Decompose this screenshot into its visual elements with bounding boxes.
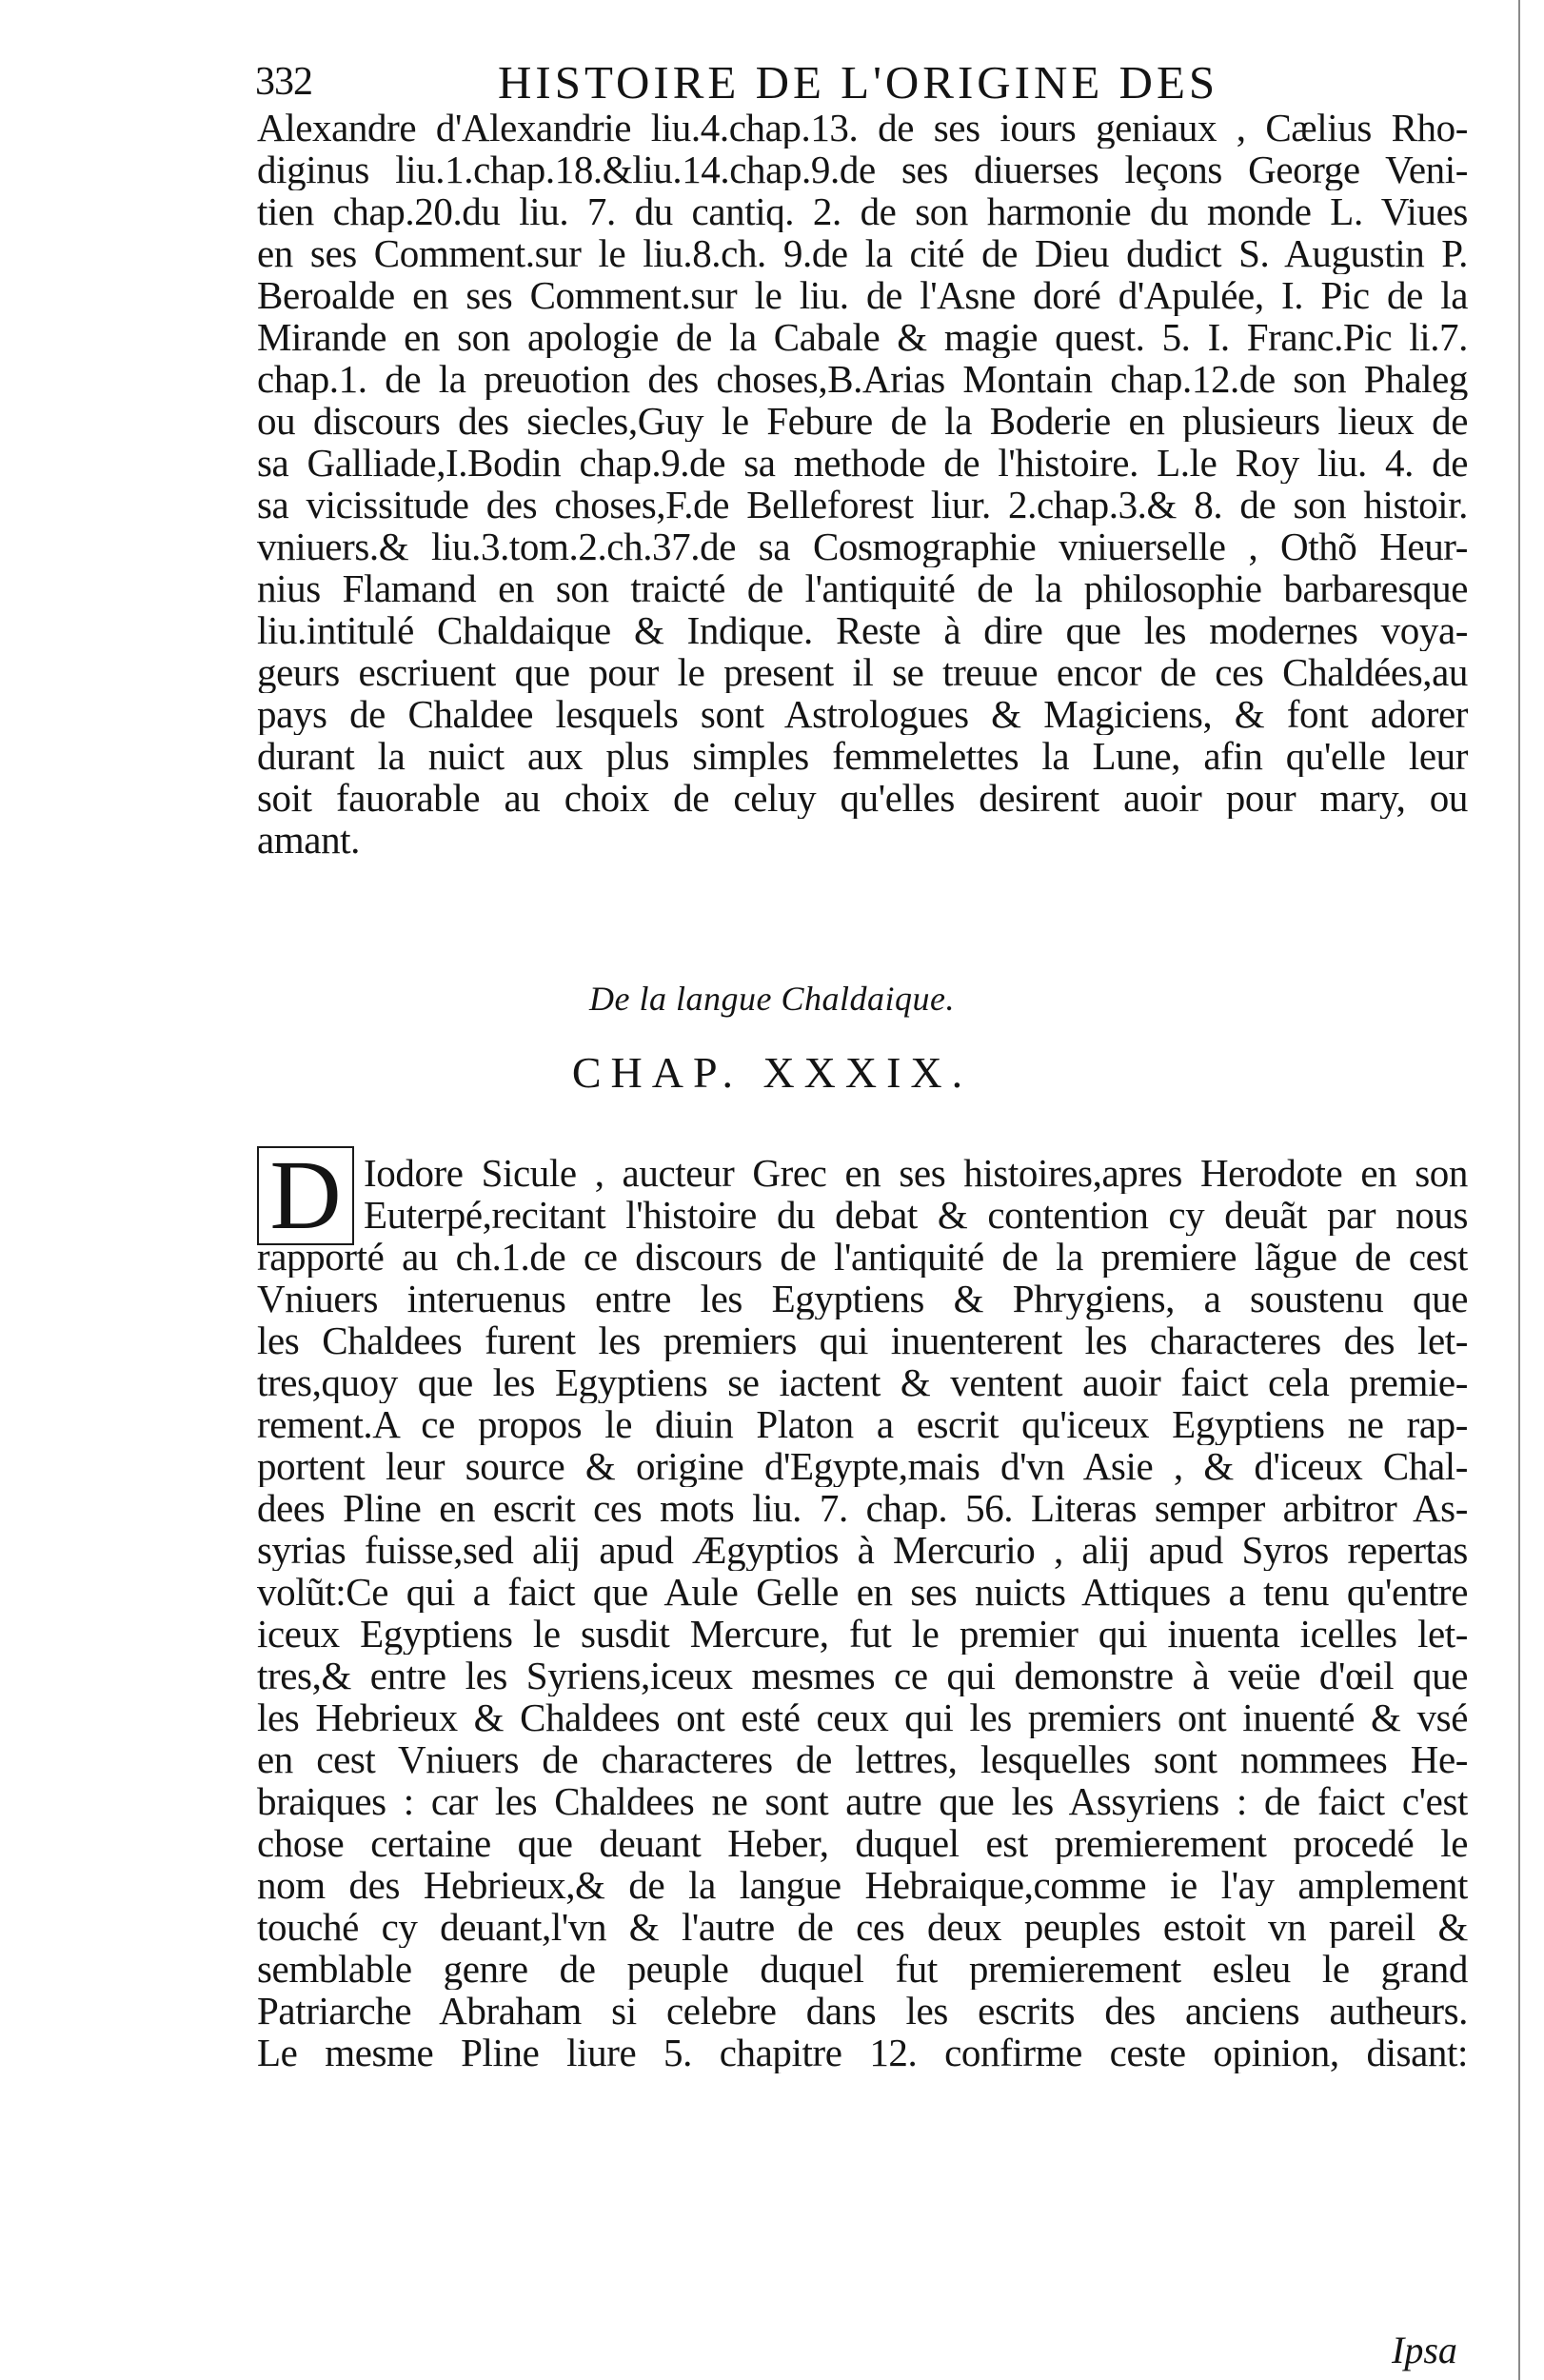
text-line: nius Flamand en son traicté de l'antiquité de la philosophie barbaresque <box>257 567 1468 609</box>
text-line: sa vicissitude des choses,F.de Belleforest liur. 2.chap.3.& 8. de son histoir. <box>257 484 1468 526</box>
text-line: amant. <box>257 819 361 861</box>
text-line: rapporté au ch.1.de ce discours de l'antiquité de la premiere lãgue de cest <box>257 1236 1468 1278</box>
drop-cap-letter: D <box>269 1140 342 1250</box>
text-line: en cest Vniuers de characteres de lettres, lesquelles sont nommees He- <box>257 1738 1468 1780</box>
text-line: chose certaine que deuant Heber, duquel est premierement procedé le <box>257 1822 1468 1864</box>
text-line: tres,quoy que les Egyptiens se iactent & ventent auoir faict cela premie- <box>257 1361 1468 1403</box>
page-number: 332 <box>255 60 312 104</box>
text-line: Beroalde en ses Comment.sur le liu. de l'Asne doré d'Apulée, I. Pic de la <box>257 274 1468 316</box>
chapter-body-text <box>257 1152 1468 2073</box>
text-line: soit fauorable au choix de celuy qu'elles desirent auoir pour mary, ou <box>257 777 1468 819</box>
text-line: diginus liu.1.chap.18.&liu.14.chap.9.de ses diuerses leçons George Veni- <box>257 149 1468 190</box>
text-line: en ses Comment.sur le liu.8.ch. 9.de la cité de Dieu dudict S. Augustin P. <box>257 232 1468 274</box>
text-line: Euterpé,recitant l'histoire du debat & contention cy deuãt par nous <box>364 1194 1468 1236</box>
text-line: vniuers.& liu.3.tom.2.ch.37.de sa Cosmographie vniuerselle , Othõ Heur- <box>257 526 1468 567</box>
chapter-heading: CHAP. XXXIX. <box>571 1048 973 1097</box>
text-line: Iodore Sicule , aucteur Grec en ses histoires,apres Herodote en son <box>364 1152 1468 1194</box>
text-line: rement.A ce propos le diuin Platon a escrit qu'iceux Egyptiens ne rap- <box>257 1403 1468 1445</box>
text-line: Vniuers interuenus entre les Egyptiens & Phrygiens, a soustenu que <box>257 1278 1468 1319</box>
text-line: sa Galliade,I.Bodin chap.9.de sa methode de l'histoire. L.le Roy liu. 4. de <box>257 442 1468 484</box>
text-line: iceux Egyptiens le susdit Mercure, fut le premier qui inuenta icelles let- <box>257 1613 1468 1655</box>
text-line: braiques : car les Chaldees ne sont autre que les Assyriens : de faict c'est <box>257 1780 1468 1822</box>
text-line: geurs escriuent que pour le present il se treuue encor de ces Chaldées,au <box>257 651 1468 693</box>
text-line: nom des Hebrieux,& de la langue Hebraique,comme ie l'ay amplement <box>257 1864 1468 1906</box>
text-line: Alexandre d'Alexandrie liu.4.chap.13. de ses iours geniaux , Cælius Rho- <box>257 107 1468 149</box>
text-line: dees Pline en escrit ces mots liu. 7. chap. 56. Literas semper arbitror As- <box>257 1487 1468 1529</box>
text-line: chap.1. de la preuotion des choses,B.Arias Montain chap.12.de son Phaleg <box>257 358 1468 400</box>
text-line: les Hebrieux & Chaldees ont esté ceux qui les premiers ont inuenté & vsé <box>257 1696 1468 1738</box>
text-line: les Chaldees furent les premiers qui inuenterent les characteres des let- <box>257 1319 1468 1361</box>
running-head <box>255 53 1293 110</box>
continued-text-block <box>257 107 1468 861</box>
text-line: ou discours des siecles,Guy le Febure de la Boderie en plusieurs lieux de <box>257 400 1468 442</box>
text-line: durant la nuict aux plus simples femmelettes la Lune, afin qu'elle leur <box>257 735 1468 777</box>
text-line: Patriarche Abraham si celebre dans les escrits des anciens autheurs. <box>257 1990 1468 2032</box>
text-line: pays de Chaldee lesquels sont Astrologues & Magiciens, & font adorer <box>257 693 1468 735</box>
text-line: portent leur source & origine d'Egypte,mais d'vn Asie , & d'iceux Chal- <box>257 1445 1468 1487</box>
text-line: Le mesme Pline liure 5. chapitre 12. confirme ceste opinion, disant: <box>257 2032 1468 2073</box>
text-line: semblable genre de peuple duquel fut premierement esleu le grand <box>257 1948 1468 1990</box>
catchword: Ipsa <box>1392 2329 1457 2371</box>
text-line: tien chap.20.du liu. 7. du cantiq. 2. de son harmonie du monde L. Viues <box>257 190 1468 232</box>
running-title: HISTOIRE DE L'ORIGINE DES <box>498 56 1219 109</box>
text-line: liu.intitulé Chaldaique & Indique. Reste à dire que les modernes voya- <box>257 609 1468 651</box>
text-line: touché cy deuant,l'vn & l'autre de ces deux peuples estoit vn pareil & <box>257 1906 1468 1948</box>
gutter-edge <box>1518 0 1520 2380</box>
text-line: syrias fuisse,sed alij apud Ægyptios à Mercurio , alij apud Syros repertas <box>257 1529 1468 1571</box>
section-subtitle: De la langue Chaldaique. <box>589 980 955 1018</box>
text-line: Mirande en son apologie de la Cabale & magie quest. 5. I. Franc.Pic li.7. <box>257 316 1468 358</box>
text-line: tres,& entre les Syriens,iceux mesmes ce qui demonstre à veüe d'œil que <box>257 1655 1468 1696</box>
text-line: volũt:Ce qui a faict que Aule Gelle en ses nuicts Attiques a tenu qu'entre <box>257 1571 1468 1613</box>
